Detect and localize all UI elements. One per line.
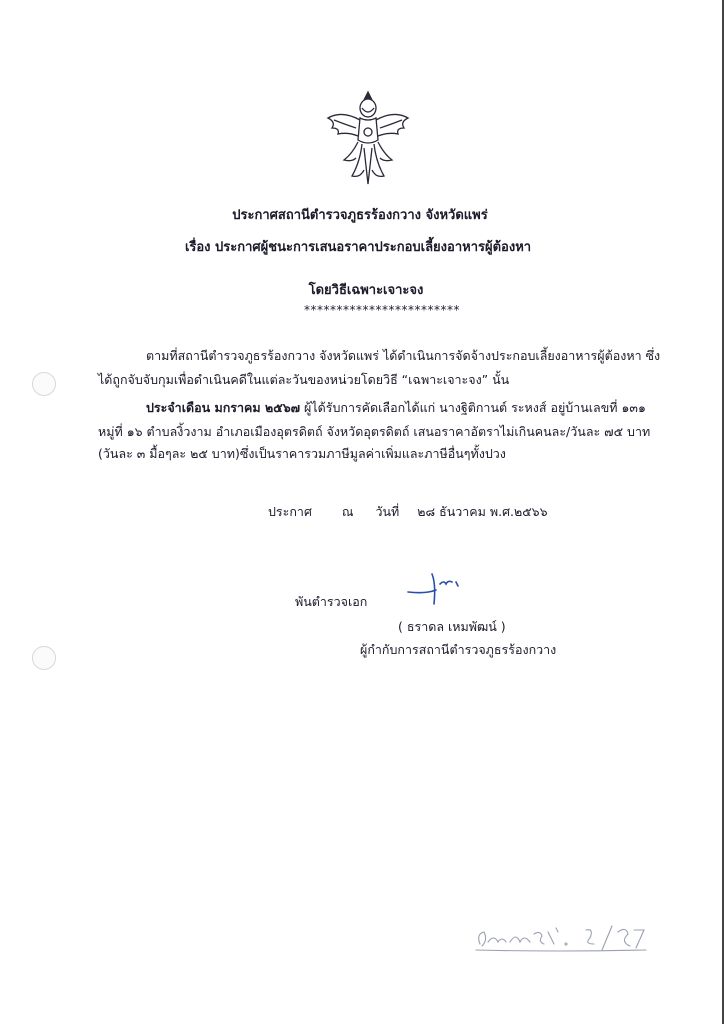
announce-date: ๒๘ ธันวาคม พ.ศ.๒๕๖๖ — [417, 504, 548, 519]
signer-rank: พันตำรวจเอก — [295, 594, 368, 609]
signer-name: ( ธราดล เหมพัฒน์ ) — [398, 619, 506, 634]
paragraph-2-line-2: หมู่ที่ ๑๖ ตำบลงิ้วงาม อำเภอเมืองอุตรดิตถ์ จังหวัดอุตรดิตถ์ เสนอราคาอัตราไม่เกินคนละ/วันละ ๗๕ บาท — [98, 424, 651, 439]
announce-date-label: วันที่ — [375, 504, 400, 519]
signer-position: ผู้กำกับการสถานีตำรวจภูธรร้องกวาง — [360, 642, 557, 657]
paragraph-1-line-2: ได้ถูกจับจับกุมเพื่อดำเนินคดีในแต่ละวันของหน่วยโดยวิธี “เฉพาะเจาะจง” นั้น — [98, 372, 510, 387]
separator-stars: ************************ — [304, 303, 460, 317]
announcement-date-line — [268, 502, 548, 522]
announcement-title: ประกาศสถานีตำรวจภูธรร้องกวาง จังหวัดแพร่ — [232, 208, 488, 223]
handwritten-signature — [402, 570, 462, 606]
announce-at: ณ — [341, 504, 354, 519]
announce-label: ประกาศ — [268, 504, 312, 519]
garuda-emblem-icon — [322, 88, 414, 188]
paragraph-1-line-1: ตามที่สถานีตำรวจภูธรร้องกวาง จังหวัดแพร่ ได้ดำเนินการจัดจ้างประกอบเลี้ยงอาหารผู้ต้องหา ซึ่ง — [146, 348, 661, 363]
handwritten-note — [468, 920, 668, 956]
procurement-method: โดยวิธีเฉพาะเจาะจง — [308, 283, 424, 298]
paragraph-2-line-1 — [146, 398, 646, 418]
award-month: ประจำเดือน มกราคม ๒๕๖๗ — [146, 400, 301, 415]
announcement-subject: เรื่อง ประกาศผู้ชนะการเสนอราคาประกอบเลี้ยงอาหารผู้ต้องหา — [184, 240, 532, 255]
winner-info: ผู้ได้รับการคัดเลือกได้แก่ นางฐิติกานต์ ระหงส์ อยู่บ้านเลขที่ ๑๓๑ — [300, 400, 646, 415]
punch-hole-top — [32, 372, 56, 396]
paragraph-2-line-3: (วันละ ๓ มื้อๆละ ๒๕ บาท)ซึ่งเป็นราคารวมภาษีมูลค่าเพิ่มและภาษีอื่นๆทั้งปวง — [98, 446, 506, 461]
punch-hole-bottom — [32, 646, 56, 670]
